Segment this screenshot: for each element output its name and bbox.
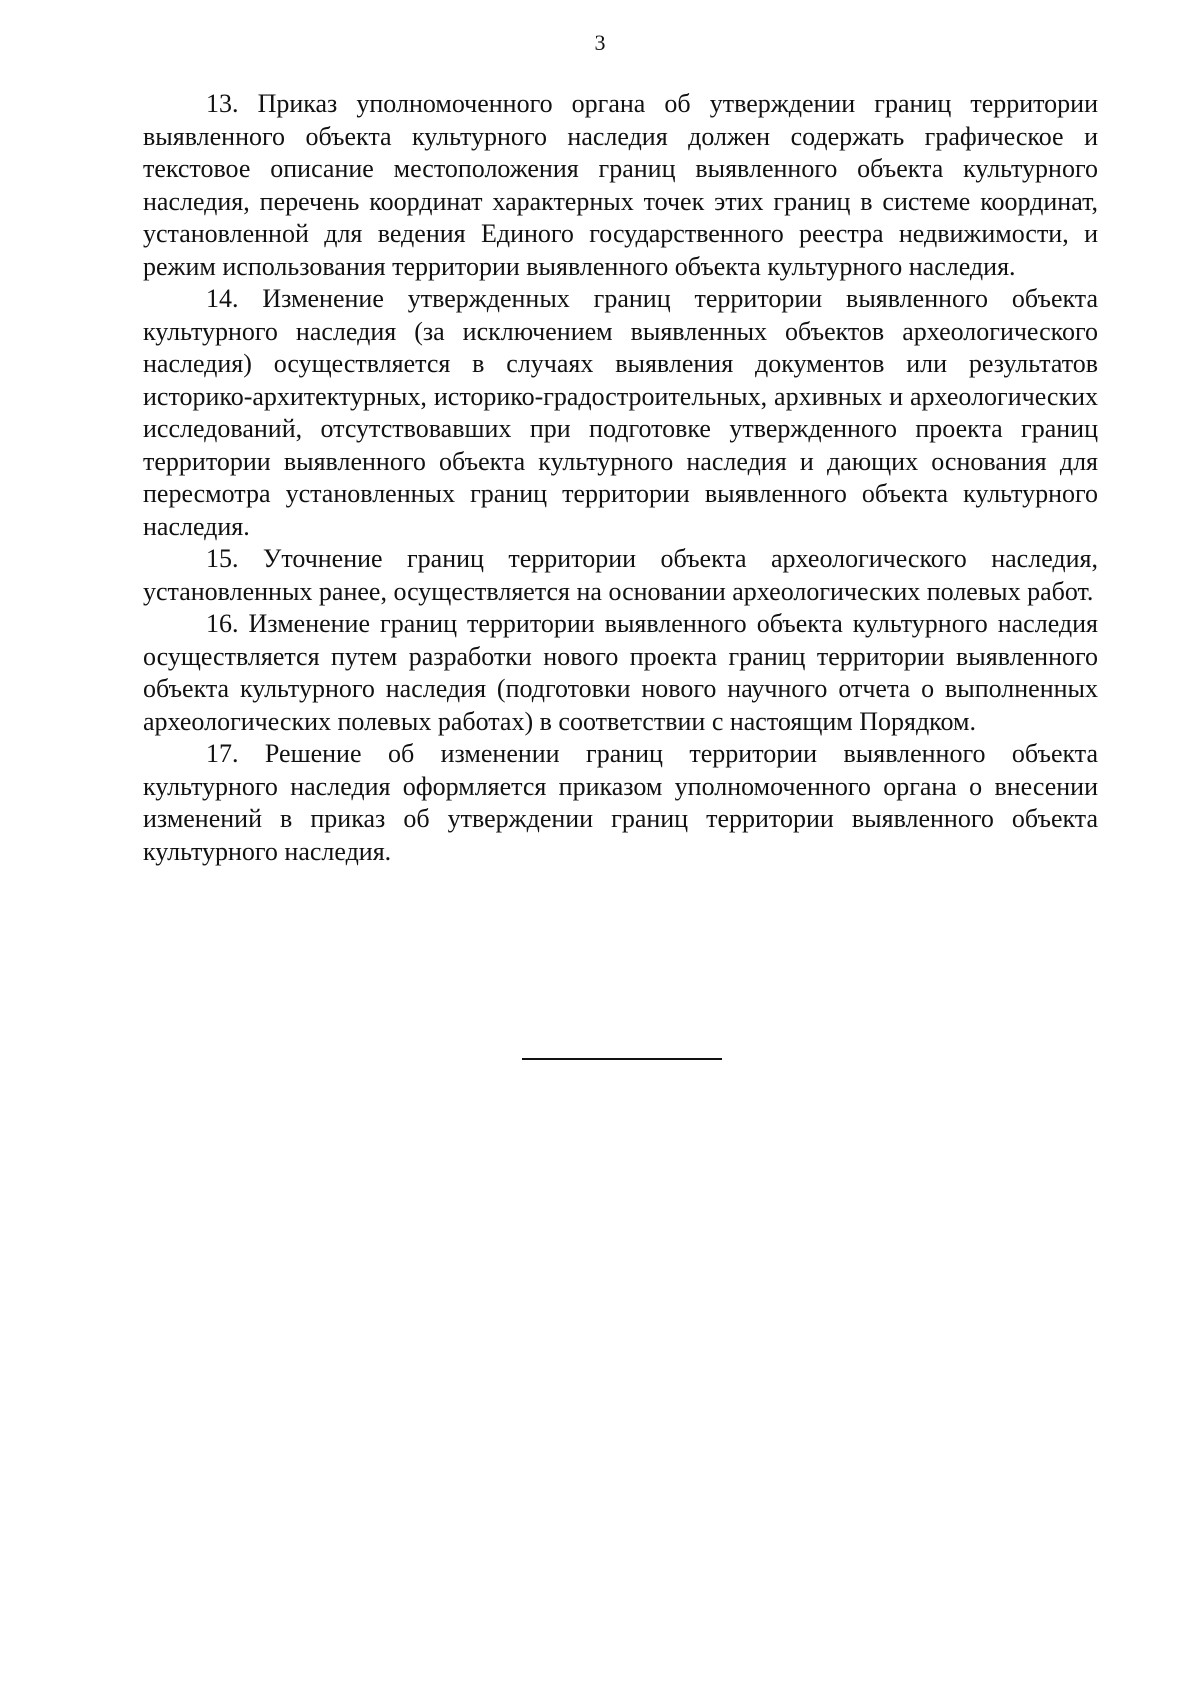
paragraph-15: 15. Уточнение границ территории объекта археологического наследия, установленных ранее, осуществляется на основании археологических полевых работ. bbox=[143, 544, 1098, 606]
paragraph-14: 14. Изменение утвержденных границ территории выявленного объекта культурного наследия (за исключением выявленных объектов археологического наследия) осуществляется в случаях выявления документов или результатов историко-архитектурных, историко-градостроительных, архивных и археологических исследований, отсутствовавших при подготовке утвержденного проекта границ территории выявленного объекта культурного наследия и дающих основания для пересмотра установленных границ территории выявленного объекта культурного наследия. bbox=[143, 284, 1098, 541]
page-number: 3 bbox=[594, 30, 606, 55]
paragraph-16: 16. Изменение границ территории выявленного объекта культурного наследия осуществляется путем разработки нового проекта границ территории выявленного объекта культурного наследия (подготовки нового научного отчета о выполненных археологических полевых работах) в соответствии с настоящим Порядком. bbox=[143, 609, 1098, 736]
document-body bbox=[143, 88, 1098, 868]
paragraph-13: 13. Приказ уполномоченного органа об утверждении границ территории выявленного объекта культурного наследия должен содержать графическое и текстовое описание местоположения границ выявленного объекта культурного наследия, перечень координат характерных точек этих границ в системе координат, установленной для ведения Единого государственного реестра недвижимости, и режим использования территории выявленного объекта культурного наследия. bbox=[143, 89, 1098, 281]
end-of-document-divider bbox=[522, 1058, 722, 1060]
paragraph-17: 17. Решение об изменении границ территории выявленного объекта культурного наследия оформляется приказом уполномоченного органа о внесении изменений в приказ об утверждении границ территории выявленного объекта культурного наследия. bbox=[143, 739, 1098, 866]
